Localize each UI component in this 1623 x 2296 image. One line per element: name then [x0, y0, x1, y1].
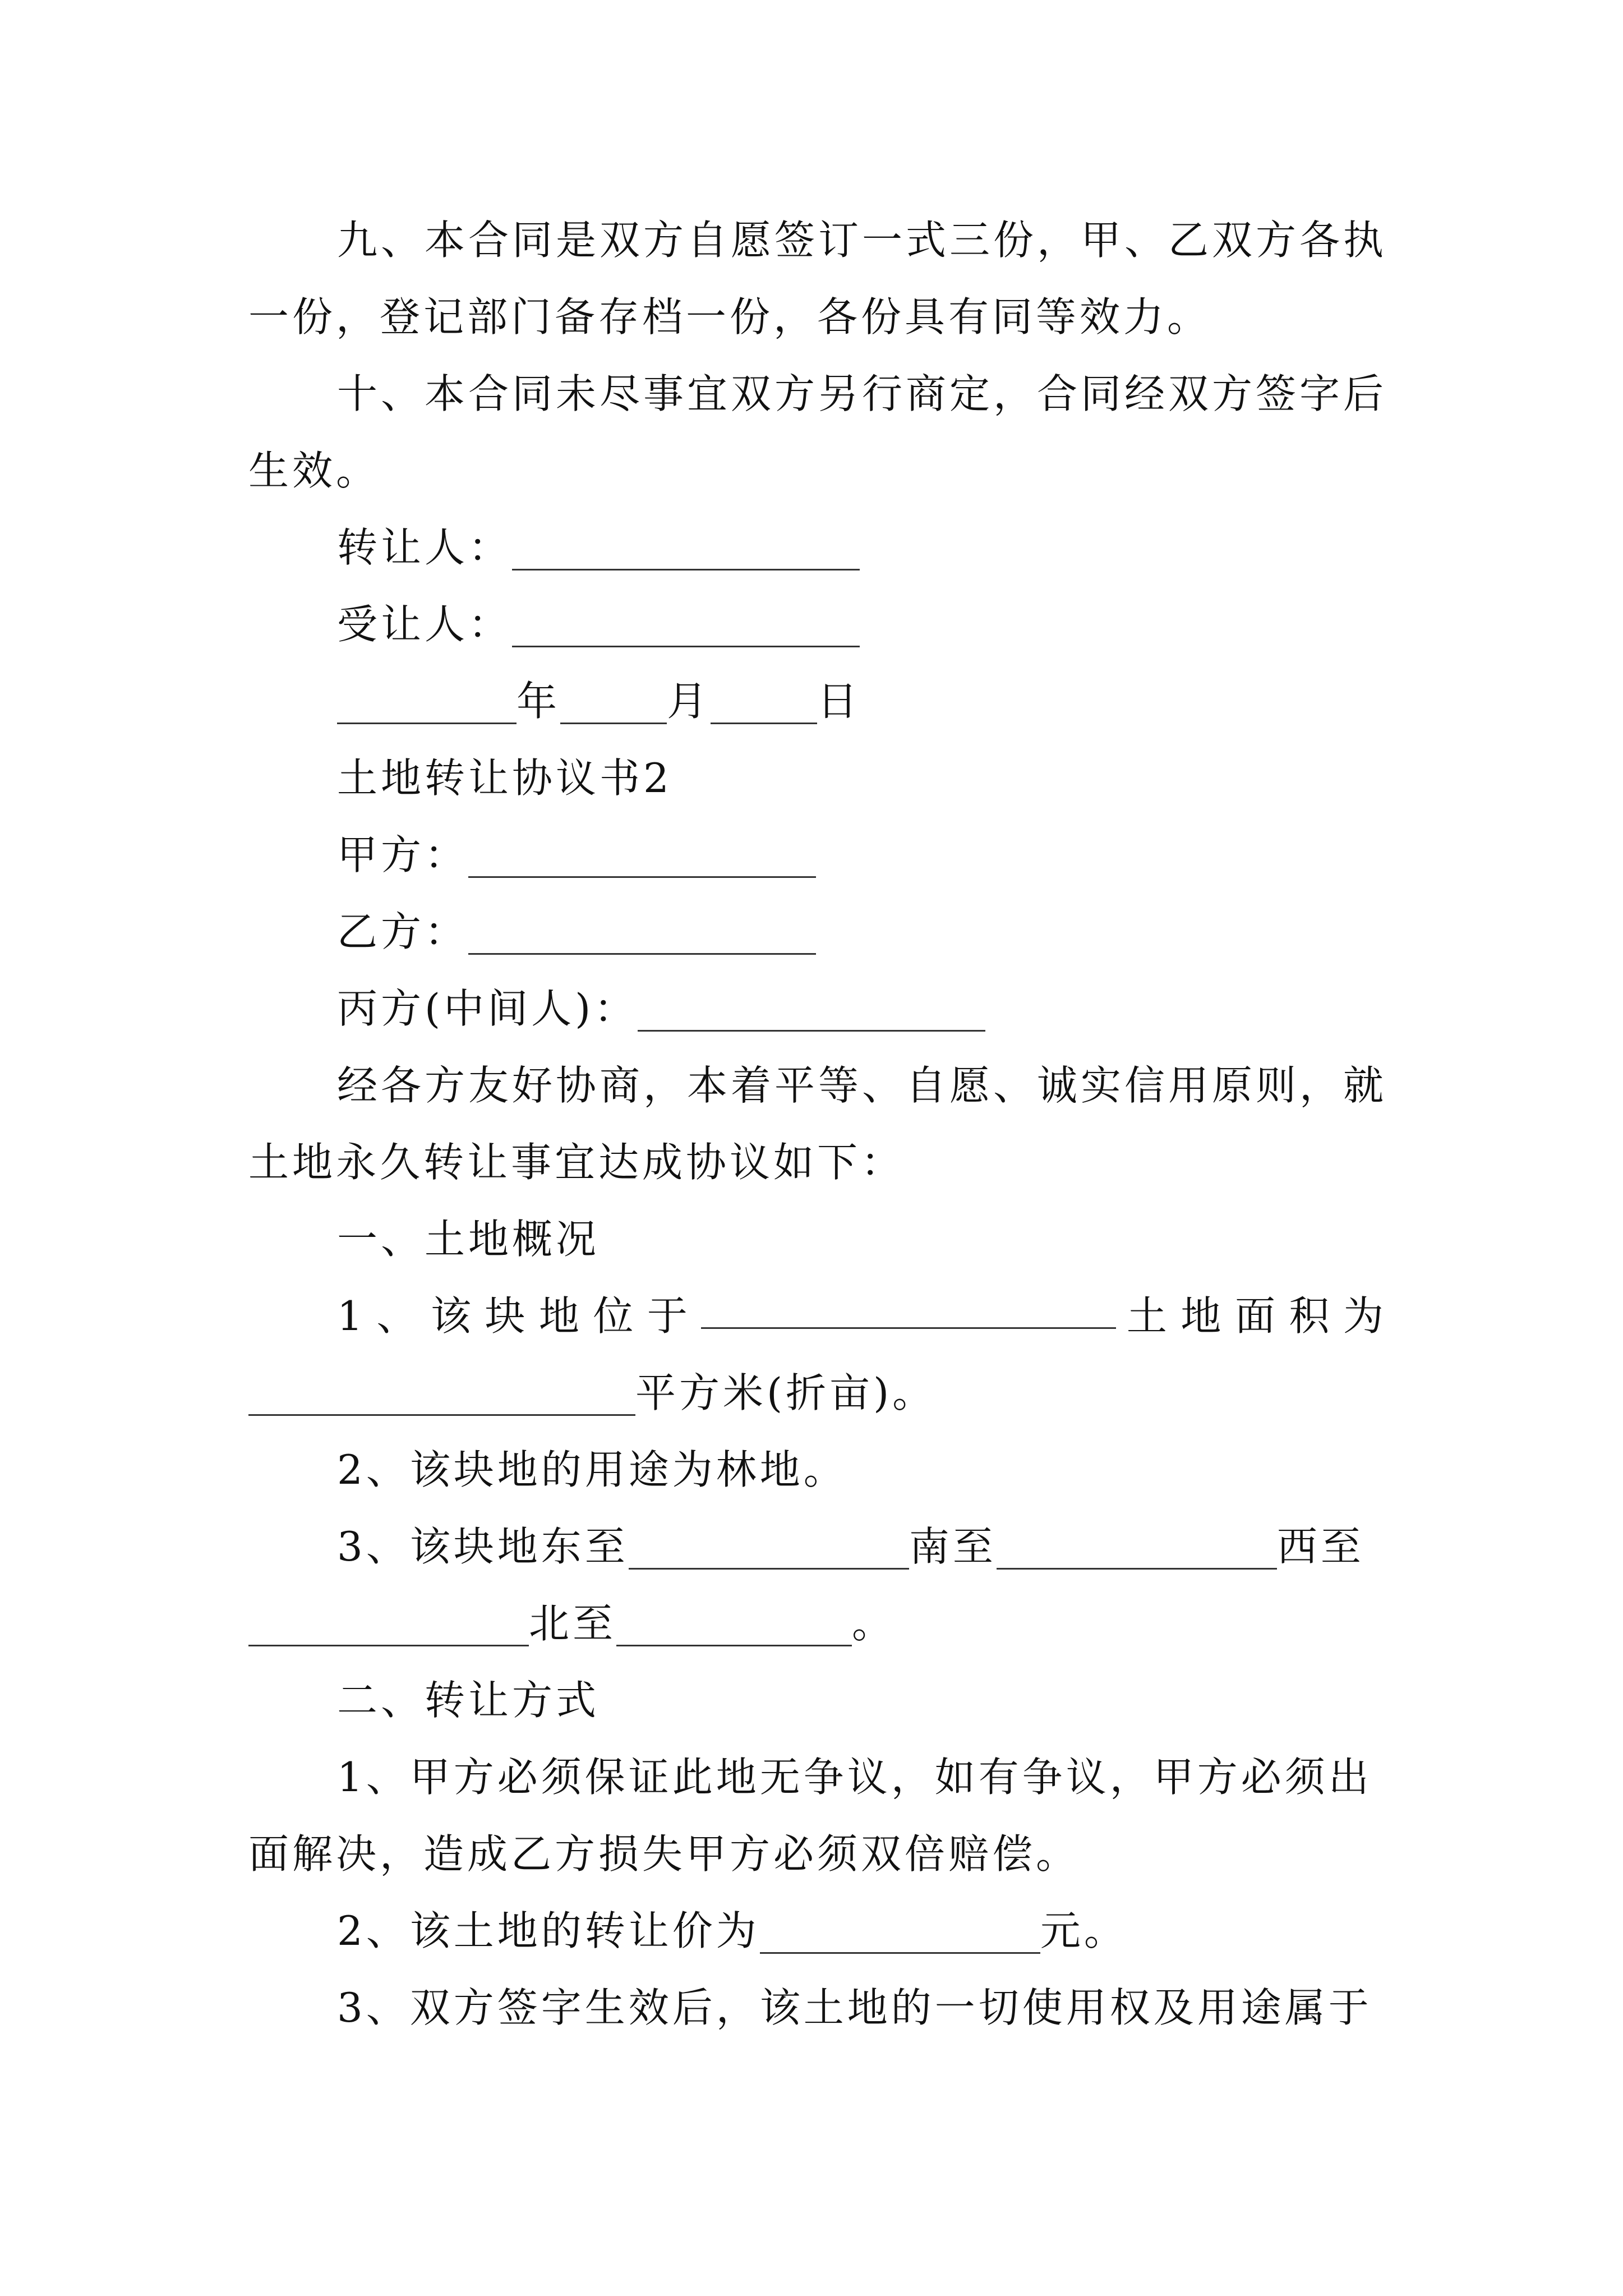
- party-a-line: [248, 817, 1387, 894]
- east-label: 3、该块地东至: [337, 1523, 629, 1570]
- party-c-blank: [638, 991, 985, 1032]
- price-label: 2、该土地的转让价为: [337, 1907, 760, 1954]
- party-b-line: [248, 894, 1387, 970]
- clause-10-line-1: 十、本合同未尽事宜双方另行商定，合同经双方签字后: [337, 370, 1387, 417]
- clause-9-line-1: 九、本合同是双方自愿签订一式三份，甲、乙双方各执: [337, 217, 1387, 264]
- east-blank: [629, 1529, 909, 1570]
- section-2-heading: 二、转让方式: [337, 1677, 600, 1724]
- clause-9-line-2: 一份，登记部门备存档一份，各份具有同等效力。: [248, 293, 1211, 341]
- location-char: 于: [647, 1292, 691, 1340]
- location-line-1: [248, 1278, 1387, 1355]
- section-1-heading: 一、土地概况: [337, 1216, 600, 1263]
- party-a-label: 甲方：: [337, 831, 469, 878]
- location-blank: [701, 1288, 1116, 1329]
- area-blank: [248, 1375, 635, 1416]
- south-blank: [997, 1529, 1277, 1570]
- location-char: 块: [485, 1292, 529, 1340]
- north-blank: [616, 1605, 852, 1646]
- party-b-blank: [468, 914, 816, 955]
- area-unit: 平方米(折亩)。: [635, 1369, 937, 1416]
- usage-line: 2、该块地的用途为林地。: [337, 1446, 847, 1493]
- location-char: 位: [593, 1292, 637, 1340]
- day-blank: [711, 683, 817, 724]
- clause-10-line-2: 生效。: [248, 447, 380, 494]
- month-label: 月: [667, 678, 711, 725]
- transferor-signature-line: [248, 509, 1387, 586]
- party-c-label: 丙方(中间人)：: [337, 985, 638, 1032]
- transferee-signature-line: [248, 586, 1387, 663]
- party-c-line: [248, 970, 1387, 1047]
- boundary-line-1: [248, 1508, 1387, 1585]
- intro-line-1: 经各方友好协商，本着平等、自愿、诚实信用原则，就: [337, 1062, 1387, 1109]
- year-blank: [337, 683, 517, 724]
- intro-line-2: 土地永久转让事宜达成协议如下：: [248, 1139, 905, 1186]
- price-line: [248, 1893, 1387, 1970]
- location-char: 、: [376, 1292, 421, 1340]
- area-char: 面: [1234, 1292, 1279, 1340]
- area-char: 地: [1181, 1292, 1225, 1340]
- location-line-2: [248, 1355, 1387, 1432]
- section-2-item-1-line-1: 1、甲方必须保证此地无争议，如有争议，甲方必须出: [337, 1754, 1372, 1801]
- section-2-item-3-line-1: 3、双方签字生效后，该土地的一切使用权及用途属于: [337, 1984, 1372, 2031]
- transferor-label: 转让人：: [337, 524, 513, 571]
- location-char: 地: [538, 1292, 583, 1340]
- price-unit: 元。: [1040, 1907, 1128, 1954]
- transferee-blank: [512, 606, 860, 647]
- west-label: 西至: [1276, 1523, 1364, 1570]
- transferor-blank: [512, 530, 860, 570]
- transferee-label: 受让人：: [337, 601, 513, 648]
- boundary-end: 。: [852, 1600, 896, 1647]
- location-char: 1: [337, 1292, 366, 1340]
- area-char: 积: [1289, 1292, 1333, 1340]
- location-char: 该: [430, 1292, 474, 1340]
- area-char: 土: [1126, 1292, 1170, 1340]
- agreement-2-title: 土地转让协议书2: [337, 754, 672, 802]
- north-label: 北至: [529, 1600, 617, 1647]
- boundary-line-2: [248, 1585, 1387, 1662]
- section-2-item-1-line-2: 面解决，造成乙方损失甲方必须双倍赔偿。: [248, 1830, 1080, 1878]
- month-blank: [560, 683, 667, 724]
- price-blank: [760, 1913, 1040, 1954]
- year-label: 年: [517, 678, 561, 725]
- west-blank: [248, 1605, 529, 1646]
- date-line: [248, 663, 1387, 740]
- document-body: [248, 202, 1387, 2046]
- area-char: 为: [1343, 1292, 1387, 1340]
- south-label: 南至: [909, 1523, 997, 1570]
- day-label: 日: [817, 678, 861, 725]
- party-a-blank: [468, 837, 816, 878]
- party-b-label: 乙方：: [337, 908, 469, 955]
